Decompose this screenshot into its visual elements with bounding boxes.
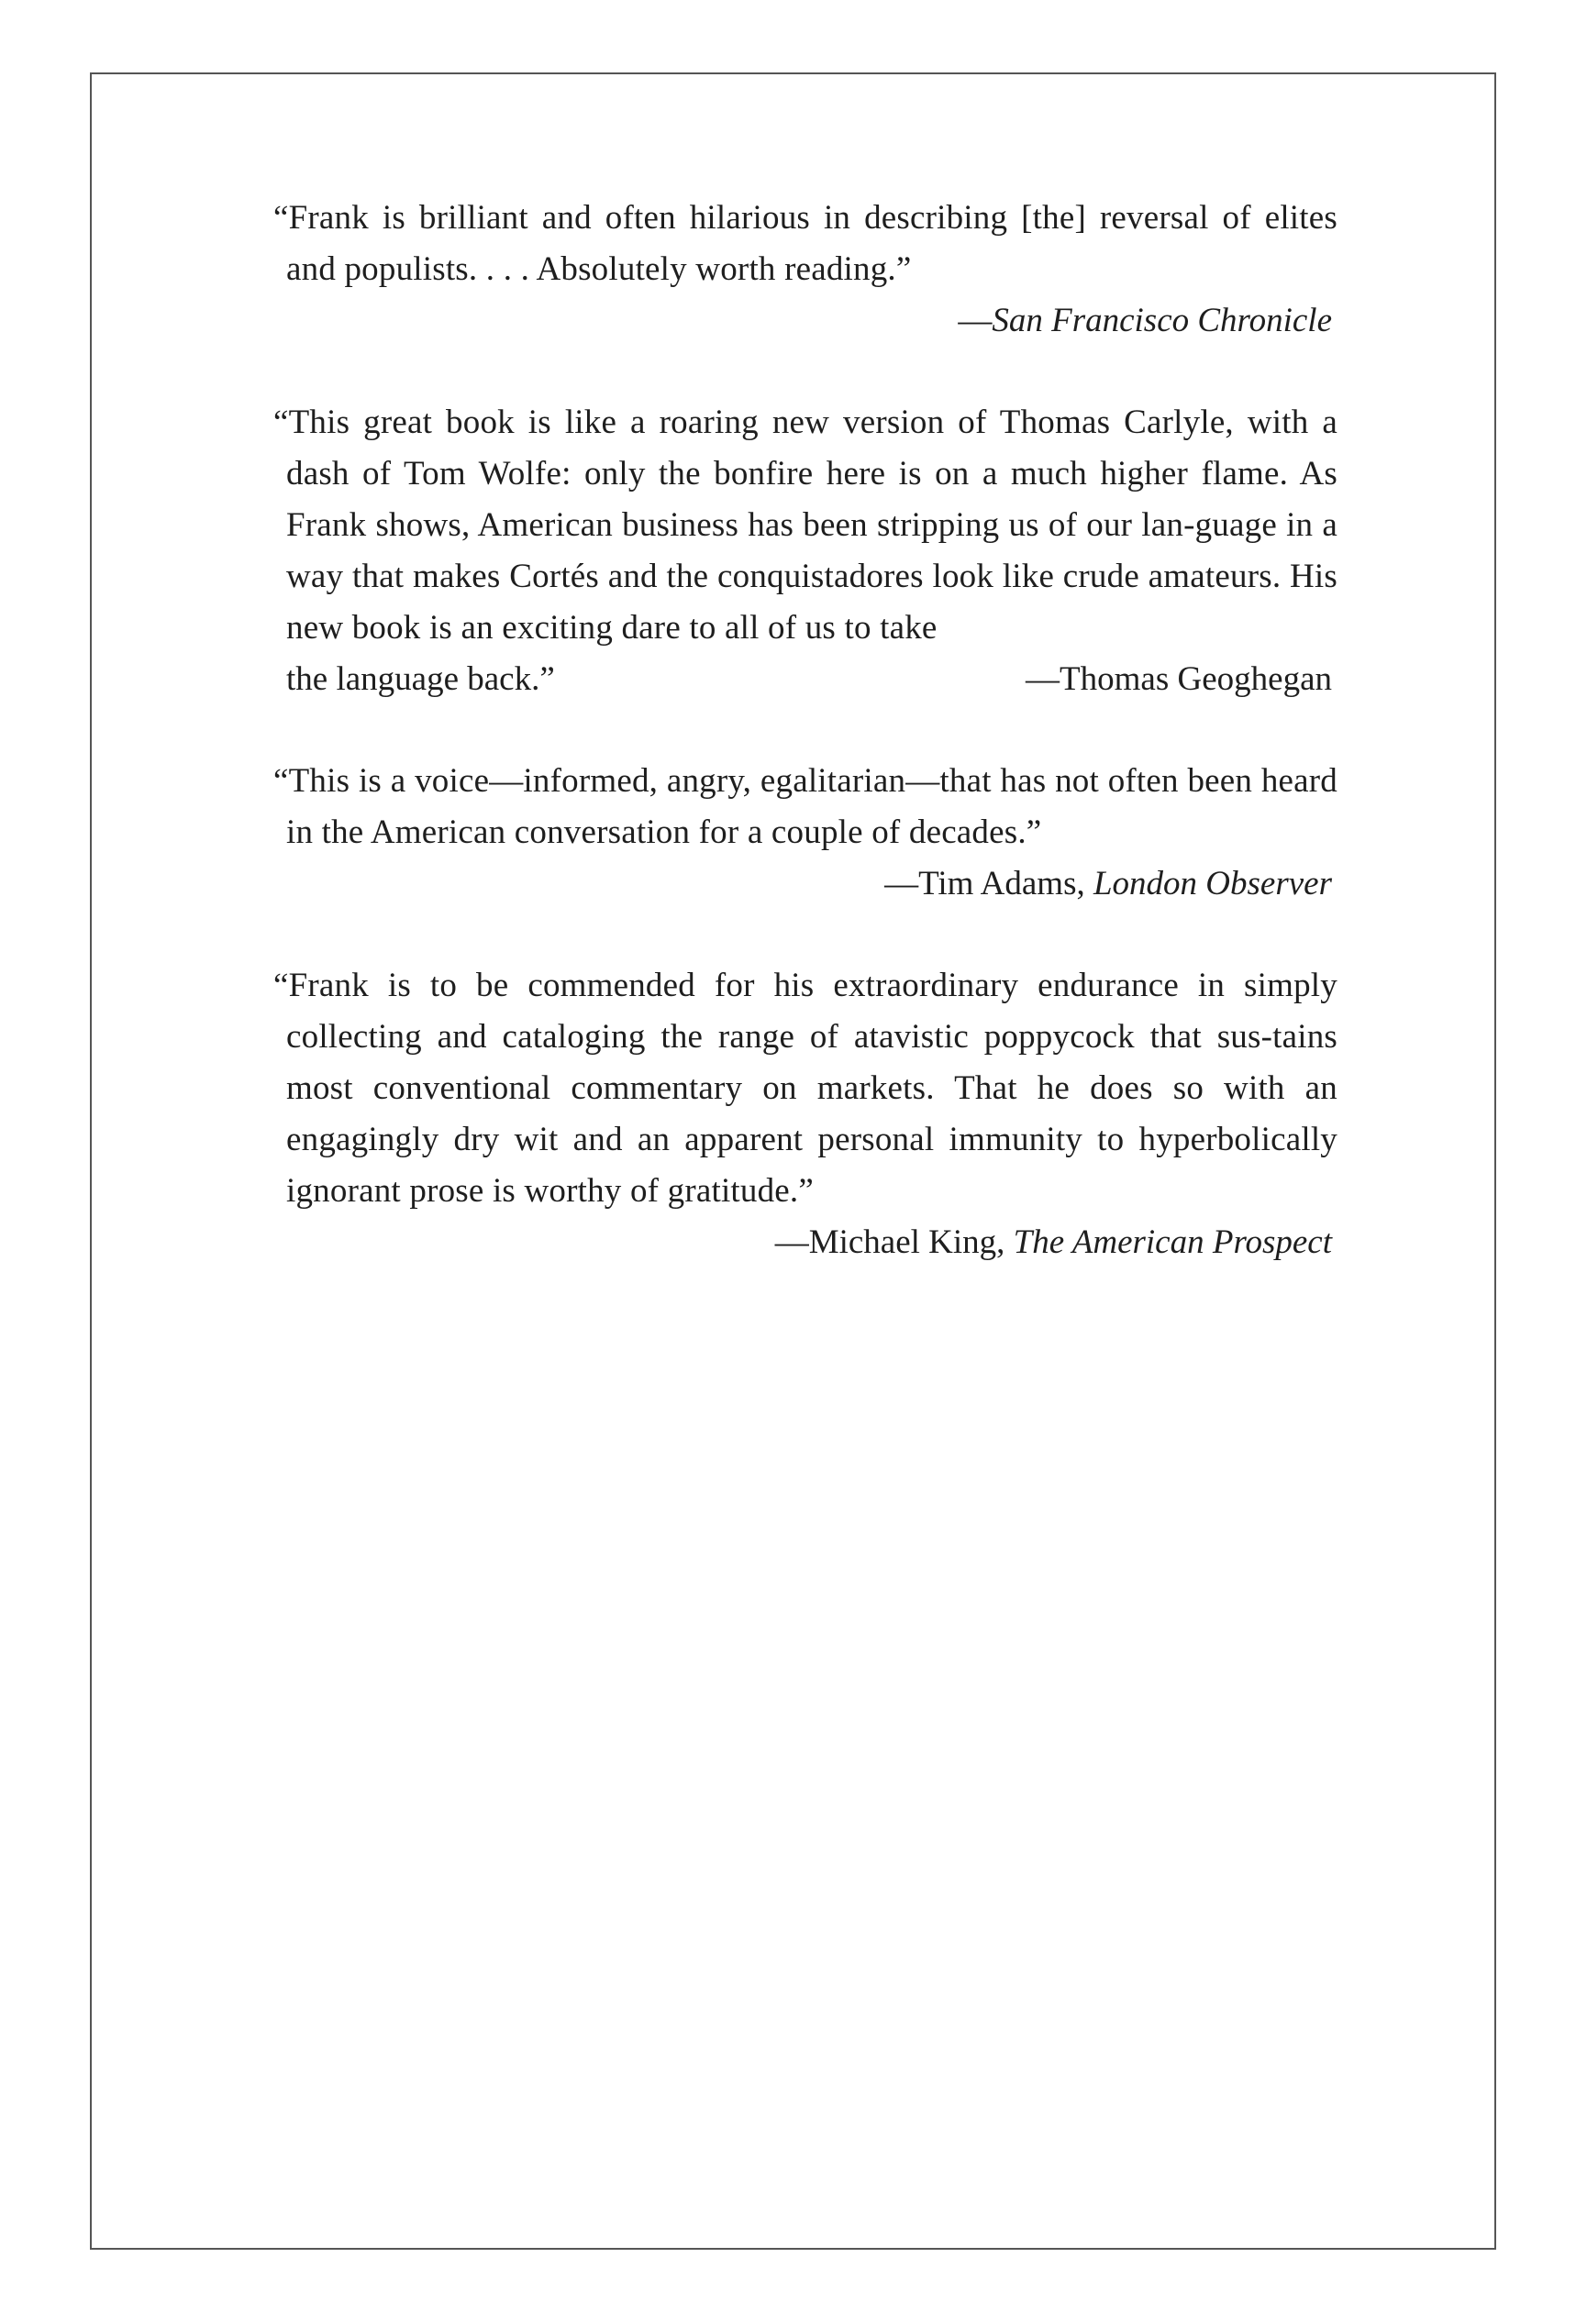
attribution-publication: London Observer [1093,865,1332,902]
blurb-quote-last-line: the language back.” [286,660,555,698]
attribution-prefix: — [958,302,993,339]
blurb-american-prospect [273,960,1337,1268]
blurb-quote: “This great book is like a roaring new version of Thomas Carlyle, with a dash of Tom Wolfe: only the bonfire here is on a much higher flame. As Frank shows, American business has been stripping us of our lan-guage in a way that makes Cortés and the conquistadores look like crude amateurs. His new book is an exciting dare to all of us to take [273,404,1337,647]
blurb-attribution [273,858,1337,910]
attribution-publication: San Francisco Chronicle [992,302,1332,339]
blurb-attribution [273,295,1337,347]
blurb-quote: “Frank is brilliant and often hilarious in describing [the] reversal of elites and populists. . . . Absolutely worth reading.” [273,199,1337,288]
blurb-san-francisco-chronicle [273,193,1337,347]
blurb-thomas-geoghegan [273,397,1337,705]
attribution-publication: The American Prospect [1013,1223,1332,1261]
blurb-london-observer [273,756,1337,910]
attribution-prefix: —Michael King, [774,1223,1014,1261]
blurb-quote: “Frank is to be commended for his extraordinary endurance in simply collecting and cataloging the range of atavistic poppycock that sus-tains most conventional commentary on markets. That he does so with an engagingly dry wit and an apparent personal immunity to hyperbolically ignorant prose is worthy of gratitude.” [273,967,1337,1210]
blurb-last-line [273,654,1337,705]
attribution-prefix: —Tim Adams, [884,865,1093,902]
blurb-attribution [273,1217,1337,1268]
blurb-attribution: —Thomas Geoghegan [1026,660,1332,698]
praise-blurbs [273,193,1337,1319]
blurb-quote: “This is a voice—informed, angry, egalitarian—that has not often been heard in the American conversation for a couple of decades.” [273,762,1337,851]
